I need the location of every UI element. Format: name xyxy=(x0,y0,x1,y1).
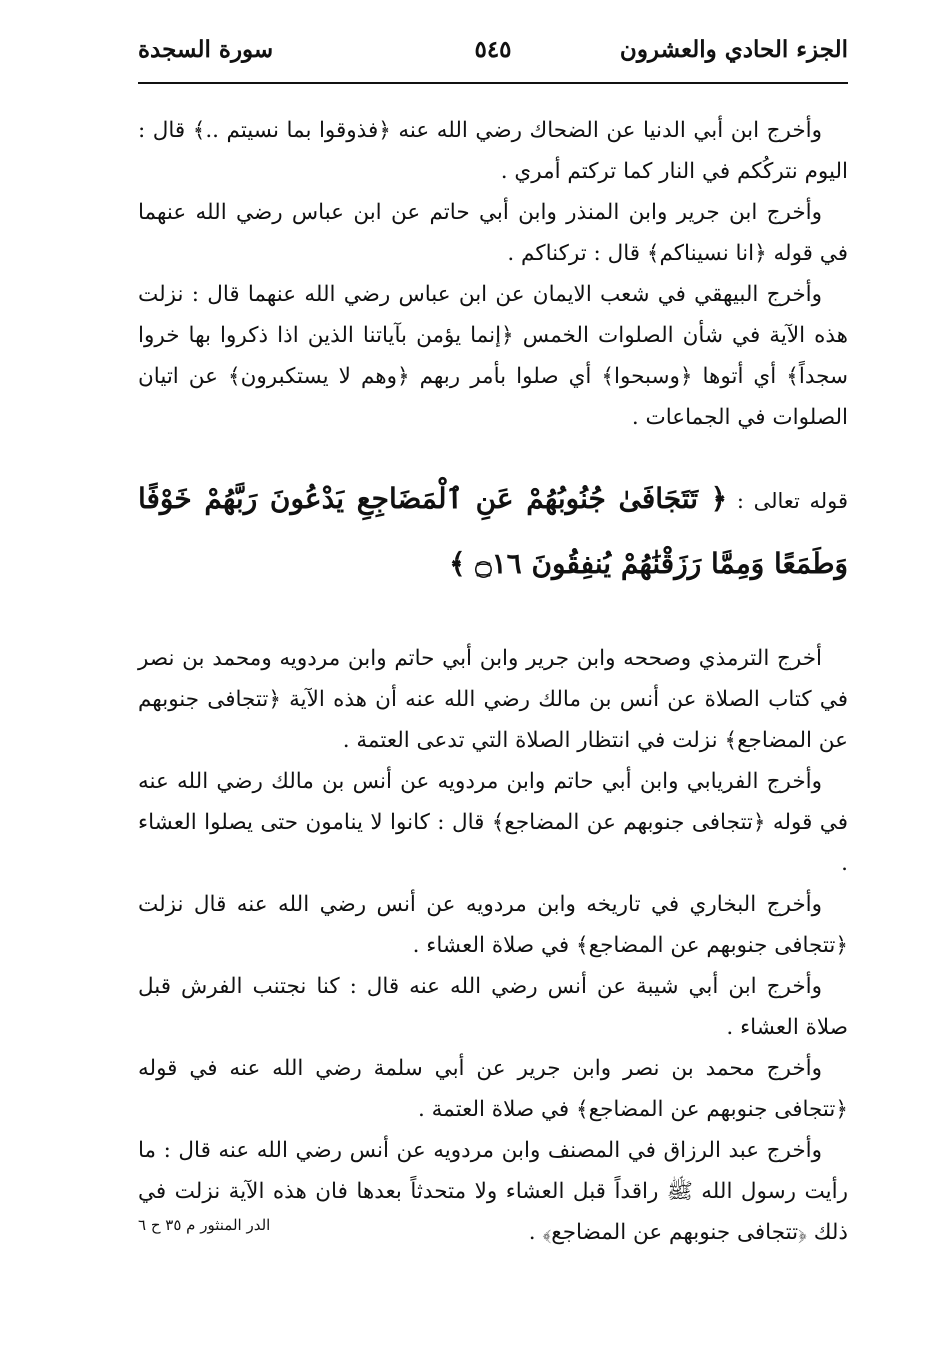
paragraph: وأخرج ابن أبي الدنيا عن الضحاك رضي الله عنه ﴿فذوقوا بما نسيتم ..﴾ قال : اليوم نتركُكم في النار كما تركتم أمري . xyxy=(138,118,848,184)
paragraph: وأخرج ابن جرير وابن المنذر وابن أبي حاتم عن ابن عباس رضي الله عنهما في قوله ﴿انا نسيناكم﴾ قال : تركناكم . xyxy=(138,200,848,266)
verse-text: ﴿ تَتَجَافَىٰ جُنُوبُهُمْ عَنِ ٱلْمَضَاجِعِ يَدْعُونَ رَبَّهُمْ خَوْفًا وَطَمَعًا وَمِمَّا رَزَقْنَٰهُمْ يُنفِقُونَ ۝١٦ ﴾ xyxy=(138,482,848,580)
paragraph: وأخرج ابن أبي شيبة عن أنس رضي الله عنه قال : كنا نجتنب الفرش قبل صلاة العشاء . xyxy=(138,974,848,1040)
page-number: ٥٤٥ xyxy=(474,36,512,63)
paragraph: وأخرج عبد الرزاق في المصنف وابن مردويه عن أنس رضي الله عنه قال : ما رأيت رسول الله ﷺ راقداً قبل العشاء ولا متحدثاً بعدها فان هذه الآية نزلت في ذلك ﴿تتجافى جنوبهم عن المضاجع﴾ . xyxy=(138,1138,848,1245)
page-body xyxy=(138,110,848,1253)
paragraph: وأخرج الفريابي وابن أبي حاتم وابن مردويه عن أنس بن مالك رضي الله عنه في قوله ﴿تتجافى جنوبهم عن المضاجع﴾ قال : كانوا لا ينامون حتى يصلوا العشاء . xyxy=(138,769,848,876)
page-header xyxy=(138,30,848,74)
paragraph: وأخرج محمد بن نصر وابن جرير عن أبي سلمة رضي الله عنه في قوله ﴿تتجافى جنوبهم عن المضاجع﴾ في صلاة العتمة . xyxy=(138,1056,848,1122)
surah-title: سورة السجدة xyxy=(138,36,274,63)
verse-label: قوله تعالى : xyxy=(736,489,848,513)
paragraph: وأخرج البيهقي في شعب الايمان عن ابن عباس رضي الله عنهما قال : نزلت هذه الآية في شأن الصلوات الخمس ﴿إنما يؤمن بآياتنا الذين اذا ذكروا بها خروا سجداً﴾ أي أتوها ﴿وسبحوا﴾ أي صلوا بأمر ربهم ﴿وهم لا يستكبرون﴾ عن اتيان الصلوات في الجماعات . xyxy=(138,282,848,430)
source-footnote: الدر المنثور م ٣٥ ح ٦ xyxy=(138,1216,271,1234)
header-divider xyxy=(138,82,848,84)
quran-verse xyxy=(138,468,848,598)
paragraph: أخرج الترمذي وصححه وابن جرير وابن أبي حاتم وابن مردويه ومحمد بن نصر في كتاب الصلاة عن أنس بن مالك رضي الله عنه أن هذه الآية ﴿تتجافى جنوبهم عن المضاجع﴾ نزلت في انتظار الصلاة التي تدعى العتمة . xyxy=(138,646,848,753)
part-title: الجزء الحادي والعشرون xyxy=(619,36,848,63)
paragraph: وأخرج البخاري في تاريخه وابن مردويه عن أنس رضي الله عنه قال نزلت ﴿تتجافى جنوبهم عن المضاجع﴾ في صلاة العشاء . xyxy=(138,892,848,958)
